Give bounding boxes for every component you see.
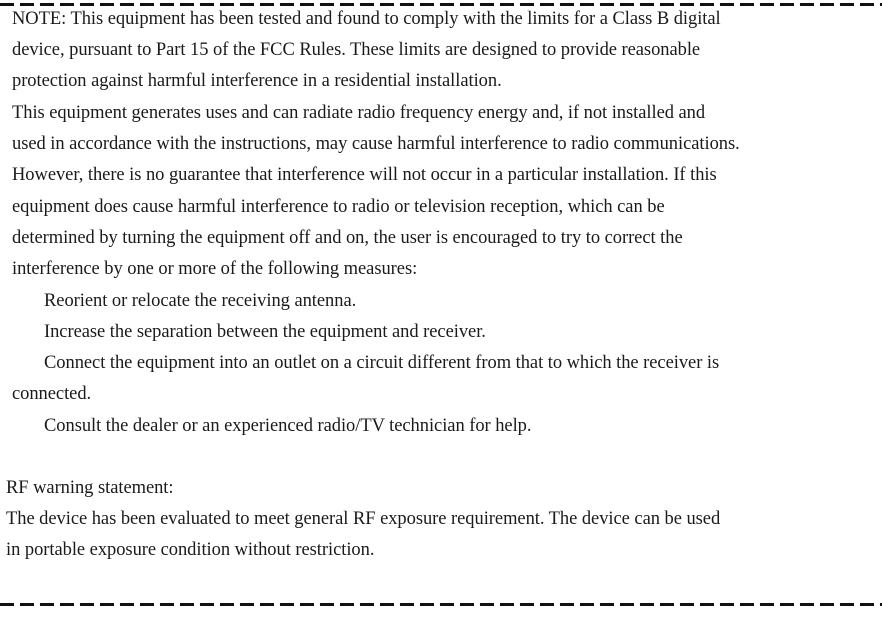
notice-line: device, pursuant to Part 15 of the FCC Rules. These limits are designed to provide reasonable — [12, 40, 701, 60]
rf-warning-heading: RF warning statement: — [6, 478, 174, 498]
top-dashed-divider — [0, 3, 882, 6]
measure-item: Reorient or relocate the receiving antenna. — [44, 291, 357, 311]
notice-line: This equipment generates uses and can radiate radio frequency energy and, if not installed and — [12, 103, 706, 123]
notice-line: determined by turning the equipment off and on, the user is encouraged to try to correct the — [12, 228, 683, 248]
rf-warning-line: The device has been evaluated to meet general RF exposure requirement. The device can be used — [6, 509, 721, 529]
measure-item: Increase the separation between the equipment and receiver. — [44, 322, 486, 342]
notice-line: equipment does cause harmful interference to radio or television reception, which can be — [12, 197, 665, 217]
measure-item: Connect the equipment into an outlet on a circuit different from that to which the receiver is — [44, 353, 720, 373]
notice-line: However, there is no guarantee that interference will not occur in a particular installation. If this — [12, 165, 717, 185]
notice-line: NOTE: This equipment has been tested and found to comply with the limits for a Class B digital — [12, 9, 721, 29]
bottom-dashed-divider — [0, 603, 882, 606]
measure-item: Consult the dealer or an experienced radio/TV technician for help. — [44, 416, 532, 436]
notice-line: interference by one or more of the following measures: — [12, 259, 418, 279]
notice-line: protection against harmful interference in a residential installation. — [12, 71, 502, 91]
rf-warning-line: in portable exposure condition without restriction. — [6, 540, 375, 560]
notice-line: used in accordance with the instructions, may cause harmful interference to radio communications. — [12, 134, 740, 154]
measure-item-continuation: connected. — [12, 384, 92, 404]
